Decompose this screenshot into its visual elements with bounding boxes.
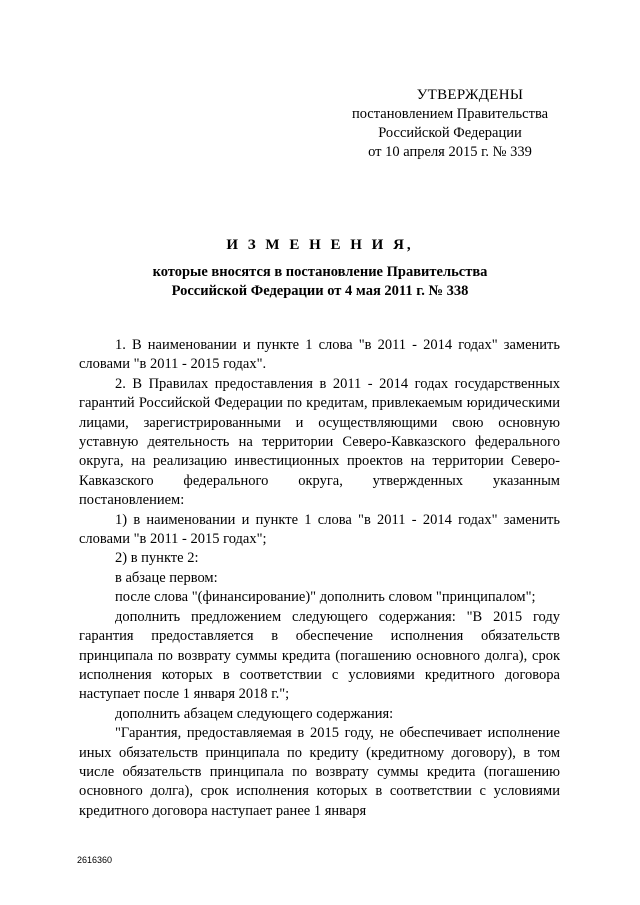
paragraph-6: после слова "(финансирование)" дополнить словом "принципалом"; (115, 589, 536, 606)
approval-line-3: Российской Федерации (378, 125, 522, 141)
subtitle-line-2: Российской Федерации от 4 мая 2011 г. № 338 (171, 283, 469, 299)
paragraph-4: 2) в пункте 2: (115, 550, 199, 567)
paragraph-7: дополнить предложением следующего содержания: "В 2015 году гарантия предоставляется в обеспечение исполнения обязательств принципала по возврату суммы кредита (погашению основного долга), срок исполнения которых в соответствии с условиями кредитного договора наступает после 1 января 2018 г."; (79, 608, 560, 703)
paragraph-5: в абзаце первом: (115, 569, 218, 586)
document-code: 2616360 (77, 855, 113, 865)
paragraph-1: 1. В наименовании и пункте 1 слова "в 2011 - 2014 годах" заменить словами "в 2011 - 2015 годах". (79, 337, 560, 373)
paragraph-2: 2. В Правилах предоставления в 2011 - 2014 годах государственных гарантий Российской Федерации по кредитам, привлекаемым юридическими лицами, зарегистрированными и осуществляющими свою основную уставную деятельность на территории Северо-Кавказского федерального округа, на реализацию инвестиционных проектов на территории Северо-Кавказского федерального округа, утвержденных указанным постановлением: (79, 375, 560, 509)
document-body (79, 336, 560, 821)
paragraph-9: "Гарантия, предоставляемая в 2015 году, не обеспечивает исполнение иных обязательств принципала по кредиту (кредитному договору), в том числе обязательств принципала по возврату суммы кредита (погашению основного долга), срок исполнения которых в соответствии с условиями кредитного договора наступает ранее 1 января (79, 725, 560, 819)
paragraph-8: дополнить абзацем следующего содержания: (115, 705, 394, 722)
document-title: И З М Е Н Е Н И Я, (226, 237, 414, 253)
subtitle-line-1: которые вносятся в постановление Правительства (152, 264, 488, 280)
document-subtitle (0, 263, 640, 301)
approval-line-4: от 10 апреля 2015 г. № 339 (368, 144, 532, 160)
paragraph-3: 1) в наименовании и пункте 1 слова "в 2011 - 2014 годах" заменить словами "в 2011 - 2015 годах"; (79, 511, 560, 548)
approval-line-2: постановлением Правительства (351, 106, 549, 122)
approval-heading: УТВЕРЖДЕНЫ (416, 87, 524, 103)
approval-block (330, 86, 570, 162)
